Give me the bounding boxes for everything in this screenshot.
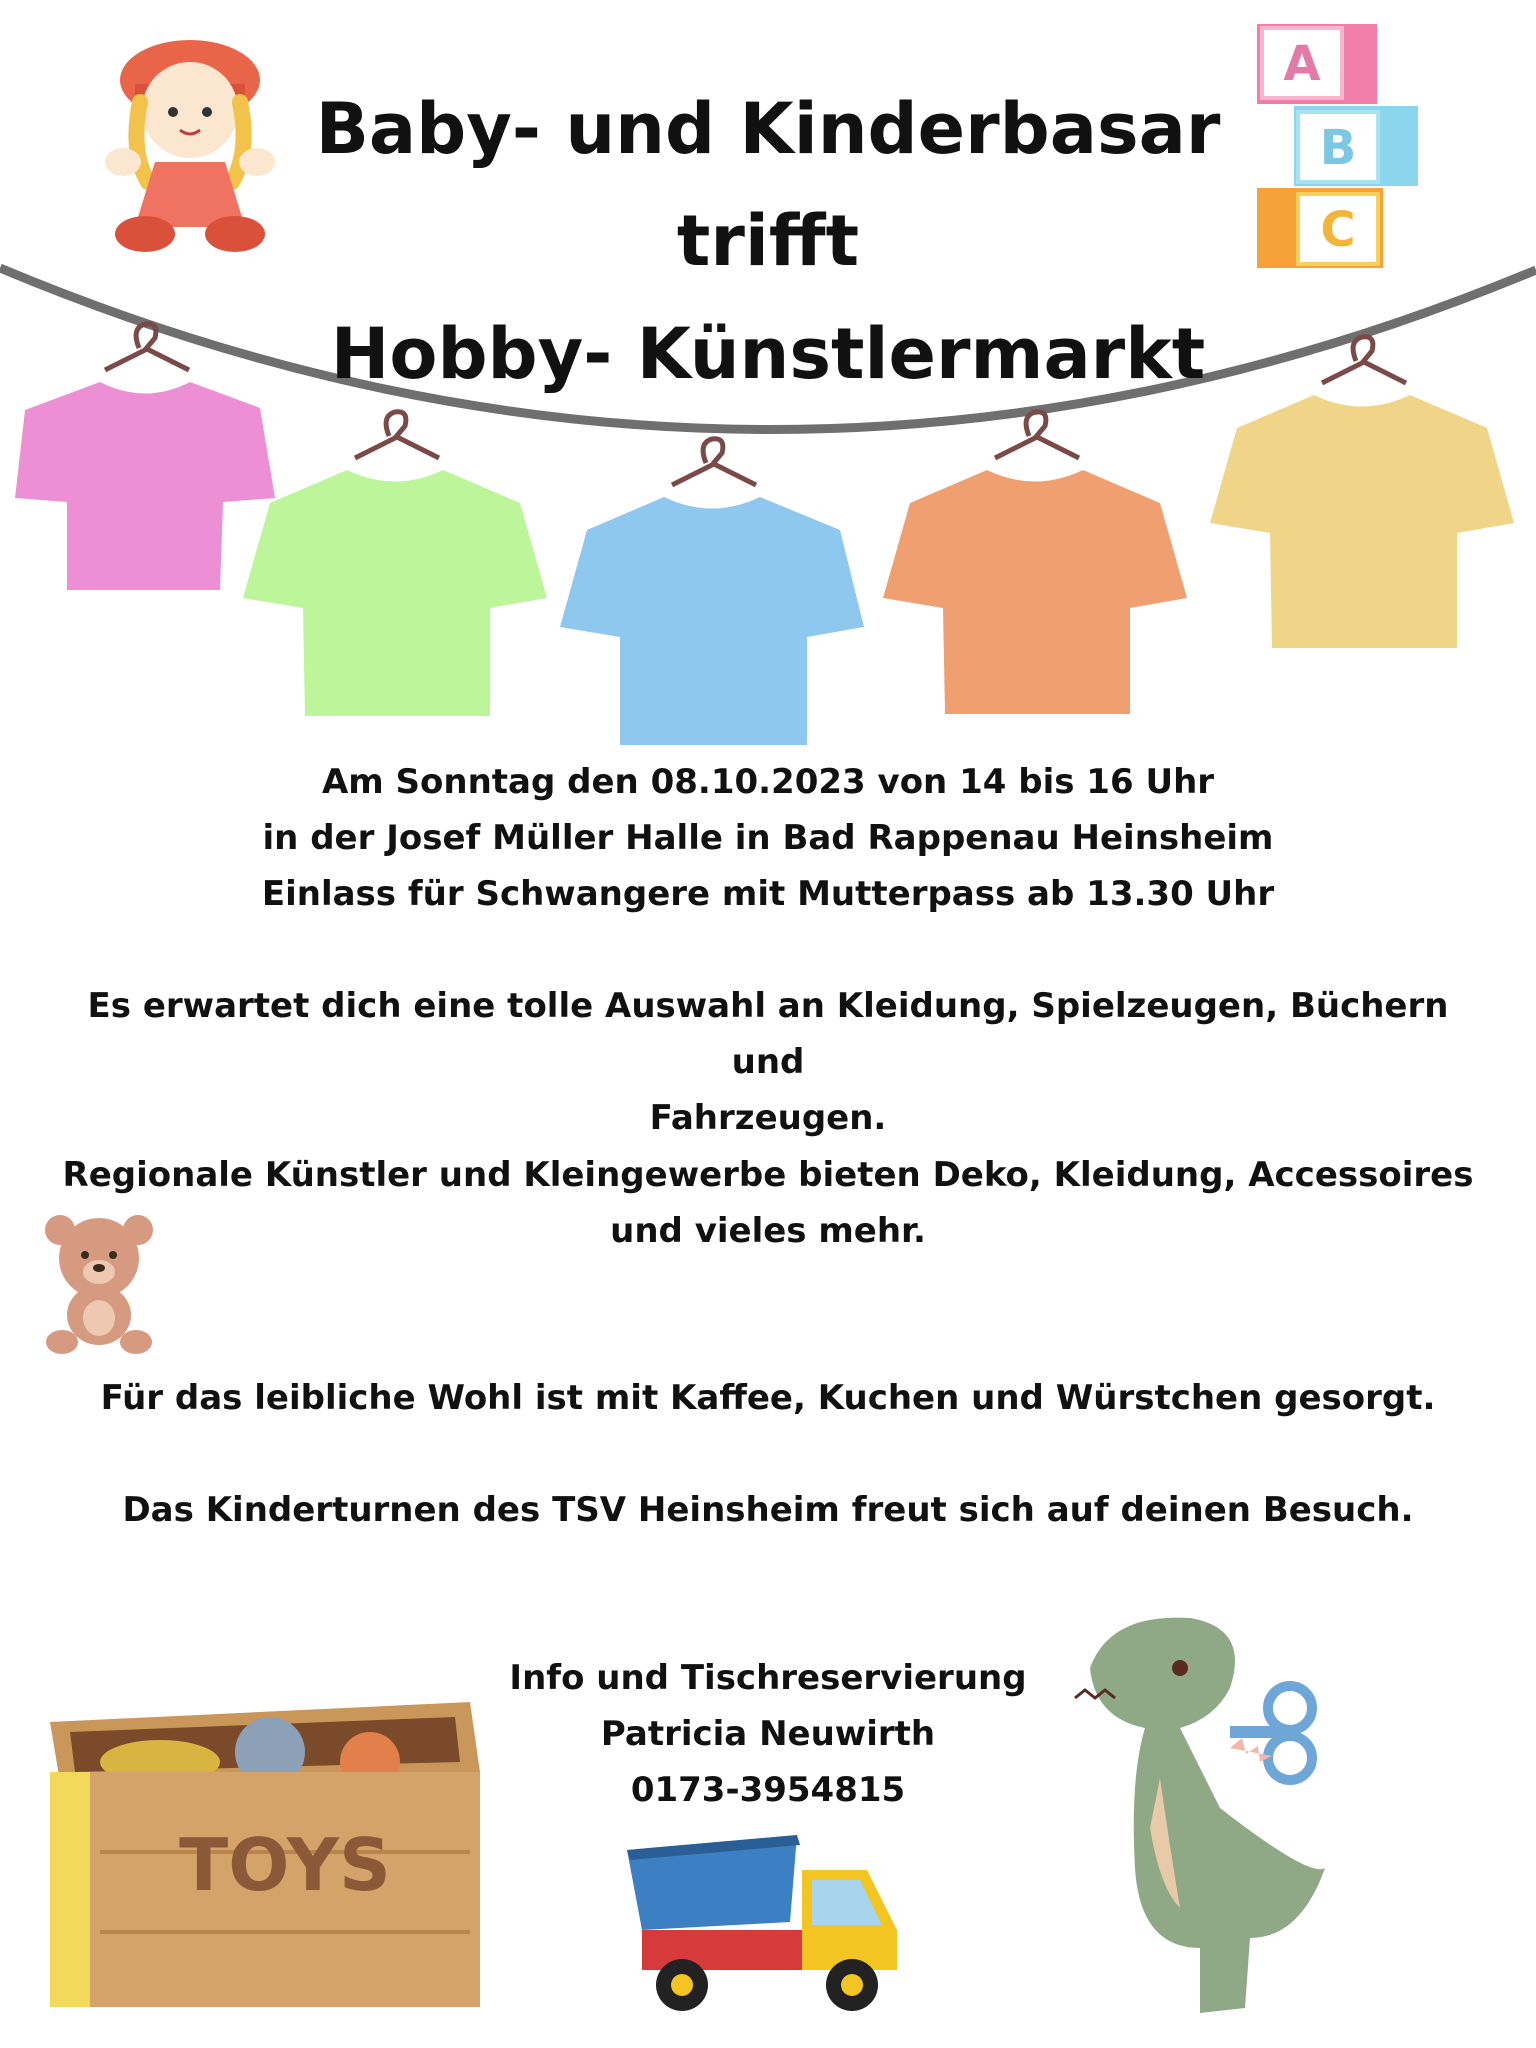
event-location-line: in der Josef Müller Halle in Bad Rappenau Heinsheim <box>262 818 1274 858</box>
offer-paragraph <box>60 978 1476 1146</box>
block-letter-b: B <box>1319 120 1357 176</box>
food-paragraph <box>60 1370 1476 1426</box>
offer-line-1: Es erwartet dich eine tolle Auswahl an Kleidung, Spielzeugen, Büchern und <box>87 986 1449 1082</box>
title-line-2: trifft <box>676 200 860 282</box>
dump-truck-illustration <box>622 1830 912 2015</box>
block-letter-a: A <box>1283 36 1321 92</box>
contact-name: Patricia Neuwirth <box>600 1714 936 1754</box>
artists-line-1: Regionale Künstler und Kleingewerbe bieten Deko, Kleidung, Accessoires <box>62 1155 1474 1195</box>
artists-paragraph <box>60 1147 1476 1259</box>
club-line: Das Kinderturnen des TSV Heinsheim freut sich auf deinen Besuch. <box>122 1490 1414 1530</box>
shirt-blue <box>560 439 864 745</box>
dinosaur-illustration <box>1050 1608 1350 2038</box>
contact-phone[interactable]: 0173-3954815 <box>630 1770 906 1810</box>
artists-line-2: und vieles mehr. <box>610 1211 926 1251</box>
toy-box-label: TOYS <box>179 1823 391 1907</box>
shirt-orange <box>883 412 1187 714</box>
contact-heading: Info und Tischreservierung <box>509 1658 1027 1698</box>
food-line: Für das leibliche Wohl ist mit Kaffee, Kuchen und Würstchen gesorgt. <box>100 1378 1436 1418</box>
title-line-3: Hobby- Künstlermarkt <box>330 313 1206 395</box>
toy-box-illustration <box>40 1692 485 2012</box>
shirt-green <box>243 412 547 716</box>
event-details <box>60 754 1476 922</box>
offer-line-2: Fahrzeugen. <box>649 1098 887 1138</box>
block-letter-c: C <box>1320 202 1356 258</box>
club-paragraph <box>60 1482 1476 1538</box>
title-line-1: Baby- und Kinderbasar <box>315 88 1221 170</box>
event-entry-line: Einlass für Schwangere mit Mutterpass ab 13.30 Uhr <box>261 874 1275 914</box>
contact-block <box>470 1650 1066 1818</box>
event-date-line: Am Sonntag den 08.10.2023 von 14 bis 16 Uhr <box>321 762 1215 802</box>
